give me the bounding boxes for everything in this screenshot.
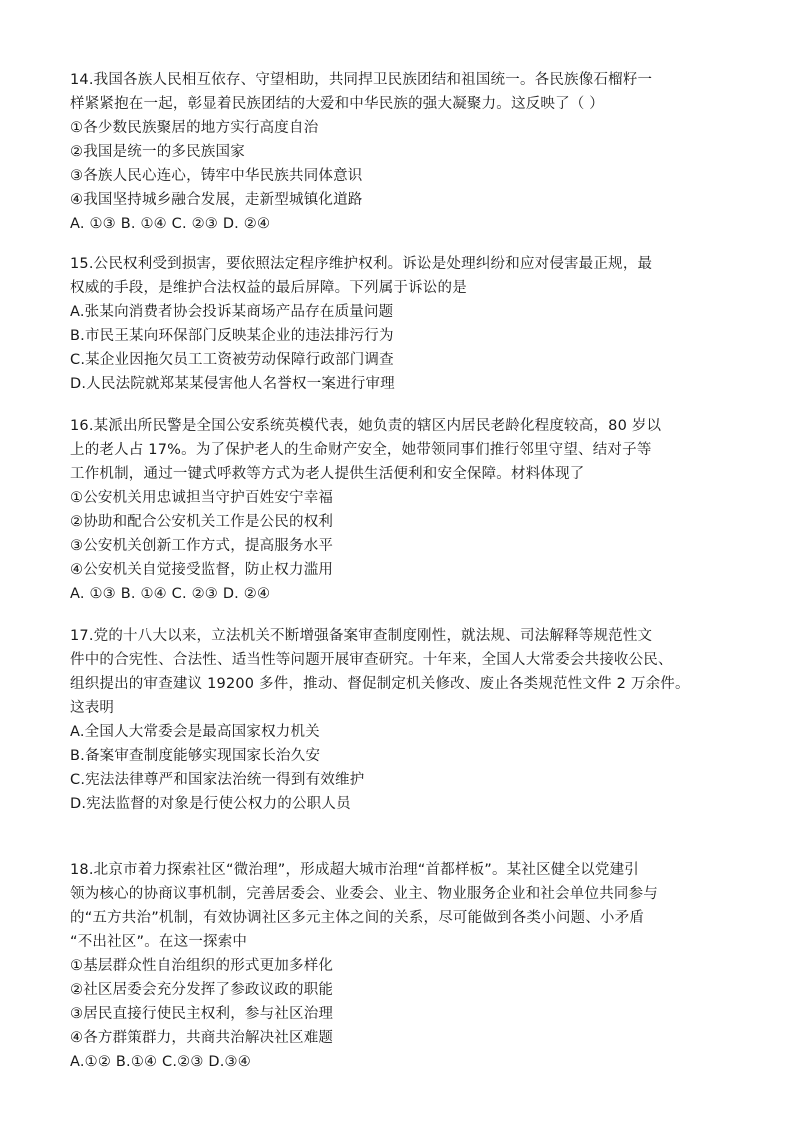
question-stem: 权威的手段，是维护合法权益的最后屏障。下列属于诉讼的是 bbox=[70, 280, 467, 296]
option-item: ③各族人民心连心，铸牢中华民族共同体意识 bbox=[70, 168, 363, 184]
question-stem: 18.北京市着力探索社区“微治理”，形成超大城市治理“首都样板”。某社区健全以党建引 bbox=[70, 862, 640, 878]
question-stem: 15.公民权利受到损害，要依照法定程序维护权利。诉讼是处理纠纷和应对侵害最正规，最 bbox=[70, 256, 653, 272]
question-stem: “不出社区”。在这一探索中 bbox=[70, 934, 248, 950]
option-item: ③公安机关创新工作方式，提高服务水平 bbox=[70, 538, 334, 554]
option-item: ①基层群众性自治组织的形式更加多样化 bbox=[70, 958, 334, 974]
answer-choices: A.①② B.①④ C.②③ D.③④ bbox=[70, 1054, 251, 1070]
question-stem: 上的老人占 17%。为了保护老人的生命财产安全，她带领同事们推行邻里守望、结对子等 bbox=[70, 442, 652, 458]
option-item: B.市民王某向环保部门反映某企业的违法排污行为 bbox=[70, 328, 394, 344]
question-stem: 的“五方共治”机制，有效协调社区多元主体之间的关系，尽可能做到各类小问题、小矛盾 bbox=[70, 910, 645, 926]
question-stem: 样紧紧抱在一起，彰显着民族团结的大爱和中华民族的强大凝聚力。这反映了（ ） bbox=[70, 96, 605, 112]
question-stem: 14.我国各族人民相互依存、守望相助，共同捍卫民族团结和祖国统一。各民族像石榴籽一 bbox=[70, 72, 653, 88]
question-stem: 工作机制，通过一键式呼救等方式为老人提供生活便利和安全保障。材料体现了 bbox=[70, 466, 585, 482]
question-stem: 这表明 bbox=[70, 700, 115, 716]
option-item: D.宪法监督的对象是行使公权力的公职人员 bbox=[70, 796, 351, 812]
option-item: B.备案审查制度能够实现国家长治久安 bbox=[70, 748, 321, 764]
option-item: ④公安机关自觉接受监督，防止权力滥用 bbox=[70, 562, 334, 578]
option-item: D.人民法院就郑某某侵害他人名誉权一案进行审理 bbox=[70, 376, 395, 392]
option-item: C.宪法法律尊严和国家法治统一得到有效维护 bbox=[70, 772, 365, 788]
option-item: A.全国人大常委会是最高国家权力机关 bbox=[70, 724, 320, 740]
option-item: ③居民直接行使民主权利，参与社区治理 bbox=[70, 1006, 334, 1022]
question-stem: 领为核心的协商议事机制，完善居委会、业委会、业主、物业服务企业和社会单位共同参与 bbox=[70, 886, 658, 902]
option-item: ①各少数民族聚居的地方实行高度自治 bbox=[70, 120, 319, 136]
question-stem: 件中的合宪性、合法性、适当性等问题开展审查研究。十年来，全国人大常委会共接收公民、 bbox=[70, 652, 673, 668]
answer-choices: A. ①③ B. ①④ C. ②③ D. ②④ bbox=[70, 586, 271, 602]
answer-choices: A. ①③ B. ①④ C. ②③ D. ②④ bbox=[70, 216, 271, 232]
option-item: ④我国坚持城乡融合发展，走新型城镇化道路 bbox=[70, 192, 363, 208]
option-item: ④各方群策群力，共商共治解决社区难题 bbox=[70, 1030, 334, 1046]
question-15 bbox=[70, 252, 710, 396]
question-stem: 16.某派出所民警是全国公安系统英模代表，她负责的辖区内居民老龄化程度较高，80 岁以 bbox=[70, 418, 662, 434]
question-17 bbox=[70, 624, 710, 816]
option-item: ①公安机关用忠诚担当守护百姓安宁幸福 bbox=[70, 490, 334, 506]
option-item: ②我国是统一的多民族国家 bbox=[70, 144, 245, 160]
option-item: C.某企业因拖欠员工工资被劳动保障行政部门调查 bbox=[70, 352, 394, 368]
option-item: A.张某向消费者协会投诉某商场产品存在质量问题 bbox=[70, 304, 394, 320]
option-item: ②协助和配合公安机关工作是公民的权利 bbox=[70, 514, 334, 530]
question-18 bbox=[70, 858, 710, 1074]
question-stem: 17.党的十八大以来，立法机关不断增强备案审查制度刚性，就法规、司法解释等规范性文 bbox=[70, 628, 653, 644]
question-stem: 组织提出的审查建议 19200 多件，推动、督促制定机关修改、废止各类规范性文件 2 万余件。 bbox=[70, 676, 690, 692]
option-item: ②社区居委会充分发挥了参政议政的职能 bbox=[70, 982, 334, 998]
question-14 bbox=[70, 68, 710, 236]
question-16 bbox=[70, 414, 710, 606]
